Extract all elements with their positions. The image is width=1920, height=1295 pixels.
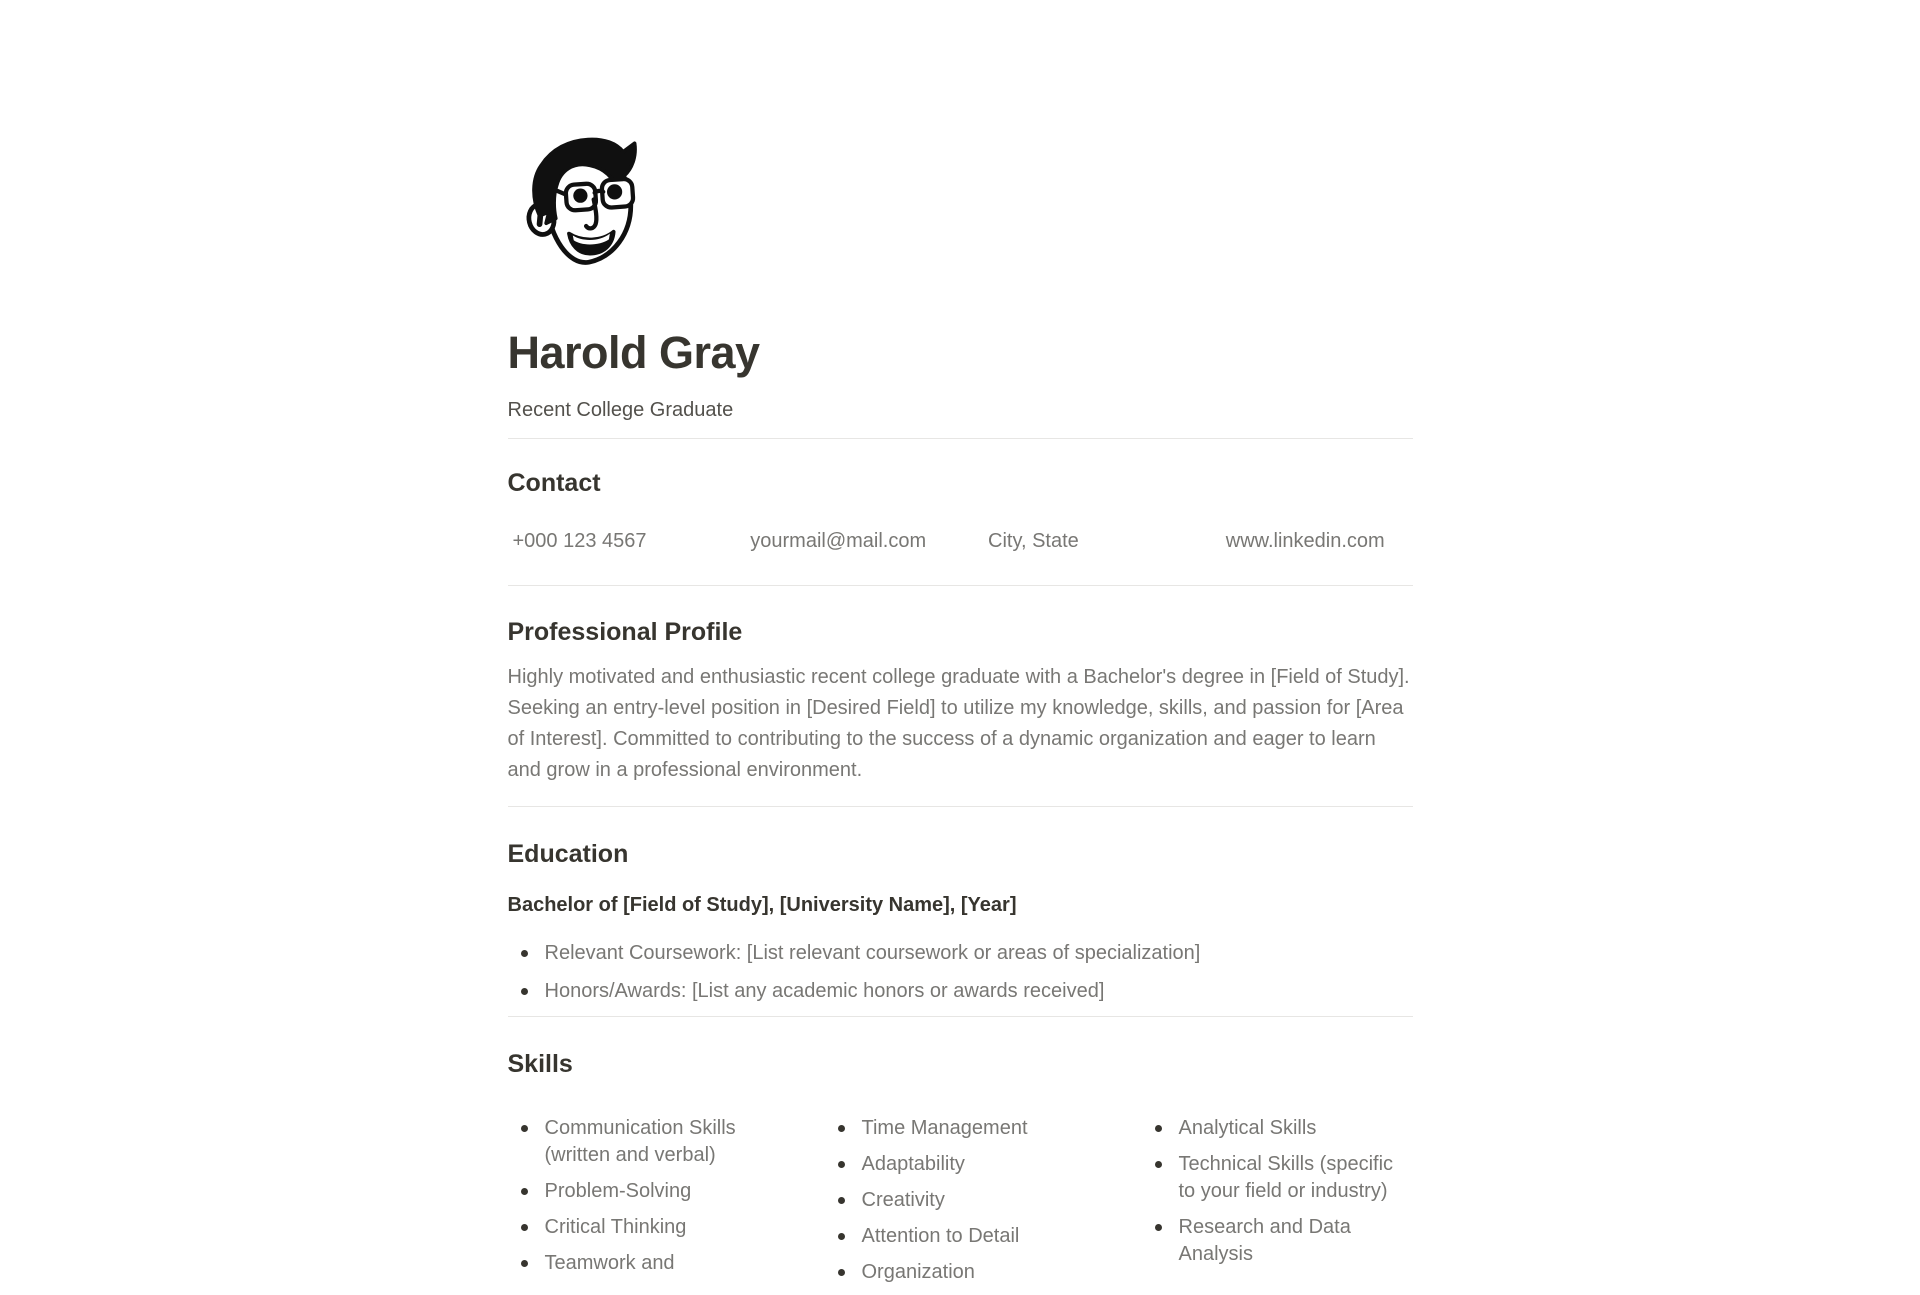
list-item — [1142, 1115, 1413, 1142]
bullet-icon — [1155, 1224, 1162, 1231]
list-item — [508, 1178, 779, 1205]
divider — [508, 438, 1413, 439]
bullet-icon — [1155, 1161, 1162, 1168]
bullet-icon — [521, 1188, 528, 1195]
education-bullet: Relevant Coursework: [List relevant coursework or areas of specialization] — [544, 941, 1201, 964]
skill-item: Time Management — [861, 1116, 1028, 1139]
skill-item: Problem-Solving — [544, 1179, 692, 1202]
man-avatar-icon — [512, 126, 664, 290]
list-item — [825, 1115, 1096, 1142]
bullet-icon — [521, 1224, 528, 1231]
bullet-icon — [1155, 1125, 1162, 1132]
profile-paragraph: Highly motivated and enthusiastic recent college graduate with a Bachelor's degree in [Field of Study]. Seeking an entry-level position in [Desired Field] to utilize my knowledge, skills, and passion for [Area of Interest]. Committed to contributing to the success of a dynamic organization and eager to learn and grow in a professional environment. — [507, 666, 1410, 781]
bullet-icon — [521, 1125, 528, 1132]
list-item — [508, 1115, 779, 1169]
skill-item: Teamwork and — [544, 1251, 675, 1274]
skills-column-1 — [508, 1115, 779, 1295]
contact-row — [508, 530, 1413, 553]
education-list — [508, 940, 1413, 1005]
education-heading: Education — [507, 840, 629, 868]
list-item — [825, 1151, 1096, 1178]
skill-item: Attention to Detail — [861, 1224, 1020, 1247]
bullet-icon — [521, 988, 528, 995]
bullet-icon — [838, 1197, 845, 1204]
bullet-icon — [521, 1260, 528, 1267]
contact-email: yourmail@mail.com — [750, 530, 927, 553]
skill-item: Critical Thinking — [544, 1215, 687, 1238]
skills-column-2 — [825, 1115, 1096, 1295]
divider — [508, 1016, 1413, 1017]
list-item — [508, 940, 1413, 967]
contact-phone: +000 123 4567 — [512, 530, 647, 553]
subtitle: Recent College Graduate — [507, 398, 734, 421]
list-item — [825, 1187, 1096, 1214]
bullet-icon — [838, 1269, 845, 1276]
bullet-icon — [521, 950, 528, 957]
skills-columns — [508, 1115, 1413, 1295]
skills-heading: Skills — [507, 1049, 573, 1078]
bullet-icon — [838, 1125, 845, 1132]
page-icon-area — [508, 0, 1413, 290]
education-degree: Bachelor of [Field of Study], [University Name], [Year] — [507, 893, 1017, 916]
list-item — [508, 1250, 779, 1277]
contact-linkedin: www.linkedin.com — [1225, 530, 1385, 553]
profile-heading: Professional Profile — [507, 618, 743, 647]
divider — [508, 806, 1413, 807]
skill-item: Organization — [861, 1260, 975, 1283]
skill-item: Communication Skills (written and verbal) — [544, 1116, 736, 1166]
contact-heading: Contact — [507, 468, 601, 497]
list-item — [1142, 1151, 1413, 1205]
list-item — [508, 978, 1413, 1005]
skill-item: Creativity — [861, 1188, 945, 1211]
list-item — [825, 1259, 1096, 1286]
contact-location: City, State — [988, 530, 1079, 553]
divider — [508, 585, 1413, 586]
skill-item: Analytical Skills — [1178, 1116, 1317, 1139]
education-bullet: Honors/Awards: [List any academic honors or awards received] — [544, 979, 1105, 1002]
page-title: Harold Gray — [507, 327, 760, 378]
list-item — [508, 1214, 779, 1241]
bullet-icon — [838, 1161, 845, 1168]
resume-page — [508, 0, 1413, 1295]
skill-item: Technical Skills (specific to your field or industry) — [1178, 1152, 1394, 1202]
bullet-icon — [838, 1233, 845, 1240]
skill-item: Research and Data Analysis — [1178, 1215, 1351, 1265]
list-item — [825, 1223, 1096, 1250]
skill-item: Adaptability — [861, 1152, 965, 1175]
list-item — [1142, 1214, 1413, 1268]
skills-column-3 — [1142, 1115, 1413, 1295]
